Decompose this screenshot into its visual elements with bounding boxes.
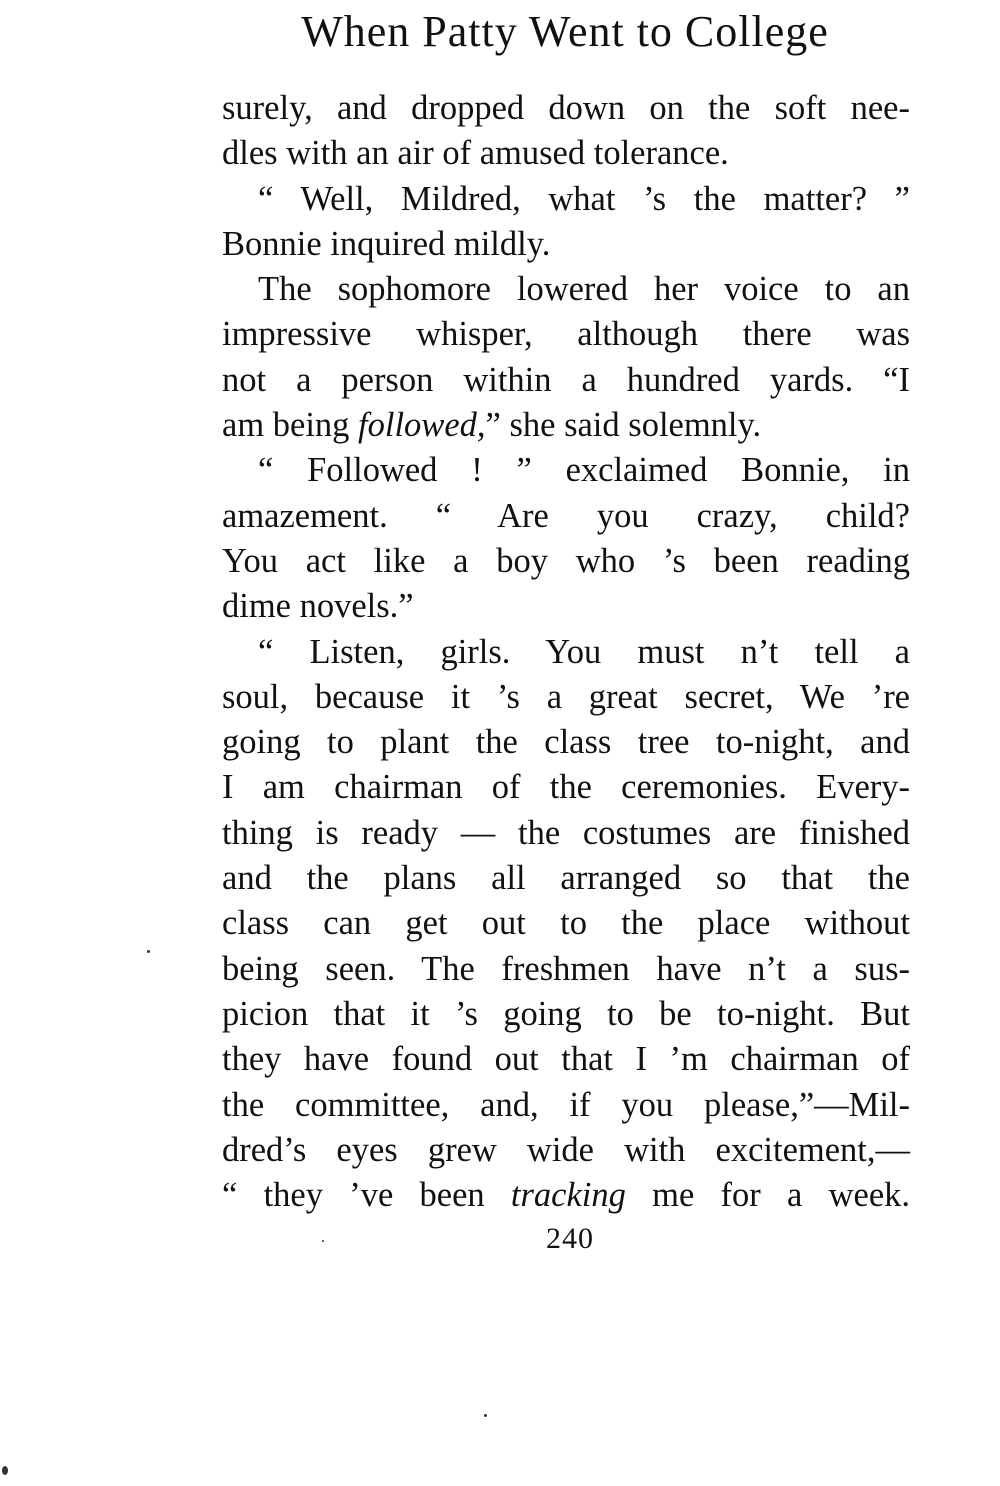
text-line: The sophomore lowered her voice to an bbox=[258, 270, 910, 309]
text-line: impressive whisper, although there was bbox=[222, 315, 910, 354]
text-line: You act like a boy who ’s been reading bbox=[222, 541, 910, 580]
text-line: amazement. “ Are you crazy, child? bbox=[222, 496, 910, 535]
text-line: class can get out to the place without bbox=[222, 904, 910, 943]
text-line: I am chairman of the ceremonies. Every- bbox=[222, 768, 910, 807]
body-text bbox=[222, 86, 910, 1218]
scan-speck bbox=[147, 950, 150, 953]
text-line: “ Followed ! ” exclaimed Bonnie, in bbox=[258, 451, 910, 490]
text-line: thing is ready — the costumes are finished bbox=[222, 813, 910, 852]
emphasis-text: followed, bbox=[358, 406, 486, 445]
text-line: dred’s eyes grew wide with excitement,— bbox=[222, 1130, 910, 1169]
text-line: picion that it ’s going to be to-night. But bbox=[222, 994, 910, 1033]
text-line: not a person within a hundred yards. “I bbox=[222, 360, 910, 399]
scan-speck bbox=[2, 1466, 8, 1475]
scan-speck bbox=[322, 1240, 324, 1242]
text-line: dime novels.” bbox=[222, 587, 414, 626]
running-head: When Patty Went to College bbox=[301, 7, 829, 56]
emphasis-text: tracking bbox=[510, 1176, 626, 1215]
text-line: going to plant the class tree to-night, and bbox=[222, 723, 910, 762]
text-line: am being followed,” she said solemnly. bbox=[222, 406, 762, 445]
text-line: “ Well, Mildred, what ’s the matter? ” bbox=[258, 179, 910, 218]
text-line: dles with an air of amused tolerance. bbox=[222, 134, 729, 173]
scan-speck bbox=[484, 1414, 487, 1417]
text-line: “ Listen, girls. You must n’t tell a bbox=[258, 632, 910, 671]
page-number: 240 bbox=[546, 1222, 594, 1255]
text-line: being seen. The freshmen have n’t a sus- bbox=[222, 949, 910, 988]
text-line: Bonnie inquired mildly. bbox=[222, 224, 551, 263]
text-line: they have found out that I ’m chairman of bbox=[222, 1040, 910, 1079]
text-line: “ they ’ve been tracking me for a week. bbox=[222, 1176, 911, 1215]
text-line: soul, because it ’s a great secret, We ’re bbox=[222, 677, 910, 716]
text-line: surely, and dropped down on the soft nee- bbox=[222, 89, 910, 127]
text-line: and the plans all arranged so that the bbox=[222, 859, 910, 898]
text-line: the committee, and, if you please,”—Mil- bbox=[222, 1085, 910, 1124]
